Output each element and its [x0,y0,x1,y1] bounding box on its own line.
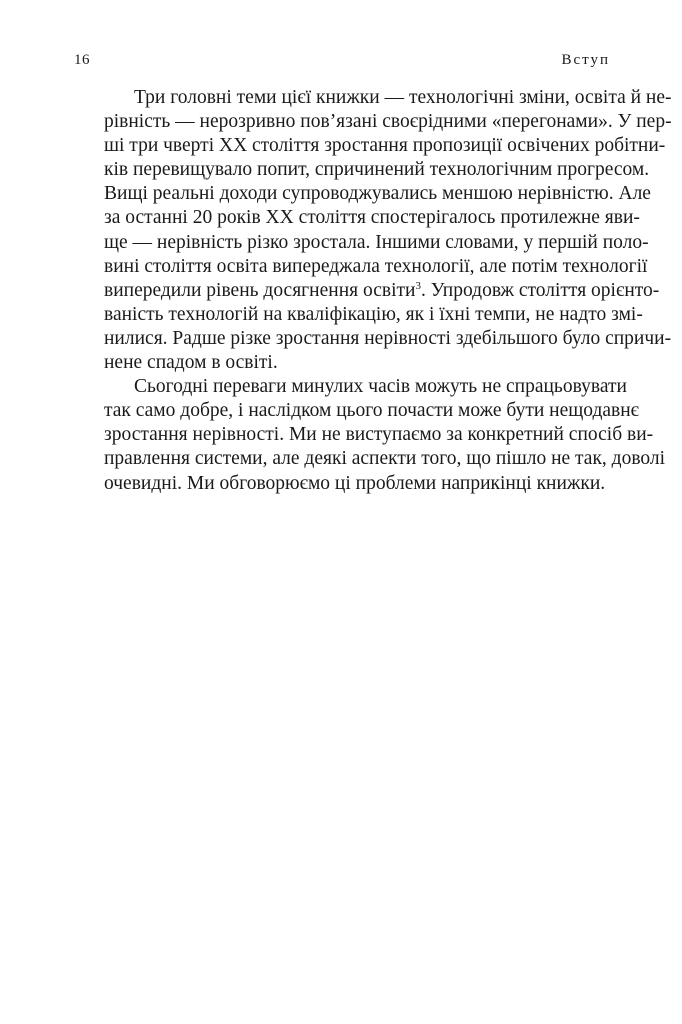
running-header [74,52,610,74]
page-number: 16 [74,52,90,68]
text-line: Вищі реальні доходи супроводжувались меншою нерівністю. Але [104,183,651,205]
text-line: Три головні теми цієї книжки — технологічні зміни, освіта й не- [134,87,672,108]
text-line: нене спадом в освіті. [104,352,278,374]
text-line: зростання нерівності. Ми не виступаємо за конкретний спосіб ви- [104,424,654,446]
text-line: ваність технологій на кваліфікацію, як і їхні темпи, не надто змі- [104,303,643,325]
footnote-marker: 3 [415,279,421,292]
text-line: за останні 20 років XX століття спостерігалось протилежне яви- [104,207,640,229]
text-line: правлення системи, але деякі аспекти того, що пішло не так, доволі [104,448,666,470]
text-line: рівність — нерозривно пов’язані своєрідними «перегонами». У пер- [104,111,672,133]
text-line: очевидні. Ми обговорюємо ці проблеми наприкінці книжки. [104,472,606,494]
body-text [74,86,672,496]
section-title: Вступ [561,52,610,68]
text-line: ще — нерівність різко зростала. Іншими словами, у першій поло- [104,231,649,253]
paragraph-1 [74,86,672,375]
text-line: ші три чверті XX століття зростання пропозиції освічених робітни- [104,135,666,157]
text-segment: . Упродовж століття орієнто- [420,279,660,301]
text-segment: випередили рівень досягнення освіти [104,279,416,301]
text-line: нилися. Радше різке зростання нерівності здебільшого було спричи- [104,327,672,349]
text-line: Сьогодні переваги минулих часів можуть не спрацьовувати [134,376,627,398]
paragraph-2 [74,375,666,495]
text-line: ків перевищувало попит, спричинений технологічним прогресом. [104,159,650,181]
text-line-with-footnote [74,279,660,303]
text-line: так само добре, і наслідком цього почасти може бути нещодавнє [104,400,640,422]
text-line: вині століття освіта випереджала технології, але потім технології [104,255,648,277]
